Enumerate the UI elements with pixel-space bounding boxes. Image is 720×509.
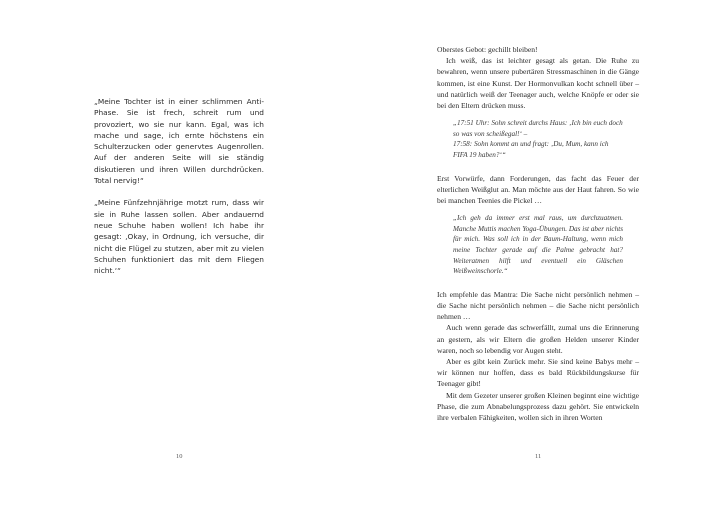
paragraph: Erst Vorwürfe, dann Forderungen, das facht das Feuer der elterlichen Weißglut an. Man möchte aus der Haut fahren. So wie bei manchen Teenies die Pickel … — [437, 173, 639, 205]
sms-quote — [453, 118, 623, 160]
quote-paragraph-1: „Meine Tochter ist in einer schlimmen Anti-Phase. Sie ist frech, schreit rum und provoziert, wo sie nur kann. Egal, was ich mache und sage, ich ernte höchstens ein Schulterzucken oder genervtes Augenrollen. Auf der anderen Seite will sie ständig diskutieren und ihren Willen durchdrücken. Total nervig!“ — [94, 97, 264, 186]
parent-quote: „Ich geh da immer erst mal raus, um durchzuatmen. Manche Muttis machen Yoga-Übungen. Das ist aber nichts für mich. Was soll ich in der Baum-Haltung, wenn mich meine Tochter gerade auf die Palme gebracht hat? Weiteratmen hilft und eventuell ein Gläschen Weißweinschorle.“ — [453, 214, 623, 276]
left-page-text — [94, 96, 264, 287]
page-number-left: 10 — [176, 453, 183, 460]
quote-paragraph-2: „Meine Fünfzehnjährige motzt rum, dass wir sie in Ruhe lassen sollen. Aber andauernd neue Schuhe haben wollen! Ich habe ihr gesagt: ‚Okay, in Ordnung, ich versuche, dir nicht die Flügel zu stutzen, aber mit zu vielen Schuhen funktioniert das mit dem Fliegen nicht.‘“ — [94, 198, 264, 276]
paragraph: Ich weiß, das ist leichter gesagt als getan. Die Ruhe zu bewahren, wenn unsere pubertären Stressmaschinen in die Gänge kommen, ist eine Kunst. Der Hormonvulkan kocht schnell über – und natürlich weiß der Teenager auch, welche Knöpfe er oder sie bei den Eltern drücken muss. — [437, 56, 639, 111]
right-page-text — [437, 44, 639, 423]
quote-line: so was von scheißegal!‘ – — [453, 129, 528, 138]
paragraph: Aber es gibt kein Zurück mehr. Sie sind keine Babys mehr – wir können nur hoffen, dass es bald Rückbildungskurse für Teenager gibt! — [437, 356, 639, 389]
quote-line: „17:51 Uhr: Sohn schreit durchs Haus: ‚Ich bin euch doch — [453, 119, 623, 128]
page-number-right: 11 — [535, 453, 542, 460]
paragraph: Ich empfehle das Mantra: Die Sache nicht persönlich nehmen – die Sache nicht persönlich nehmen – die Sache nicht persönlich nehmen … — [437, 289, 639, 322]
quote-line: FIFA 19 haben?‘“ — [453, 151, 506, 159]
right-page — [360, 0, 720, 509]
paragraph: Auch wenn gerade das schwerfällt, zumal uns die Erinnerung an gestern, als wir Eltern die großen Helden unserer Kinder waren, noch so lebendig vor Augen steht. — [437, 323, 639, 355]
paragraph-heading: Oberstes Gebot: gechillt bleiben! — [437, 45, 538, 54]
paragraph: Mit dem Gezeter unserer großen Kleinen beginnt eine wichtige Phase, die zum Abnabelungsprozess dazu gehört. Sie entwickeln ihre verbalen Fähigkeiten, wollen sich in ihren Worten — [437, 390, 639, 422]
quote-line: 17:58: Sohn kommt an und fragt: ‚Du, Mum, kann ich — [453, 140, 609, 149]
